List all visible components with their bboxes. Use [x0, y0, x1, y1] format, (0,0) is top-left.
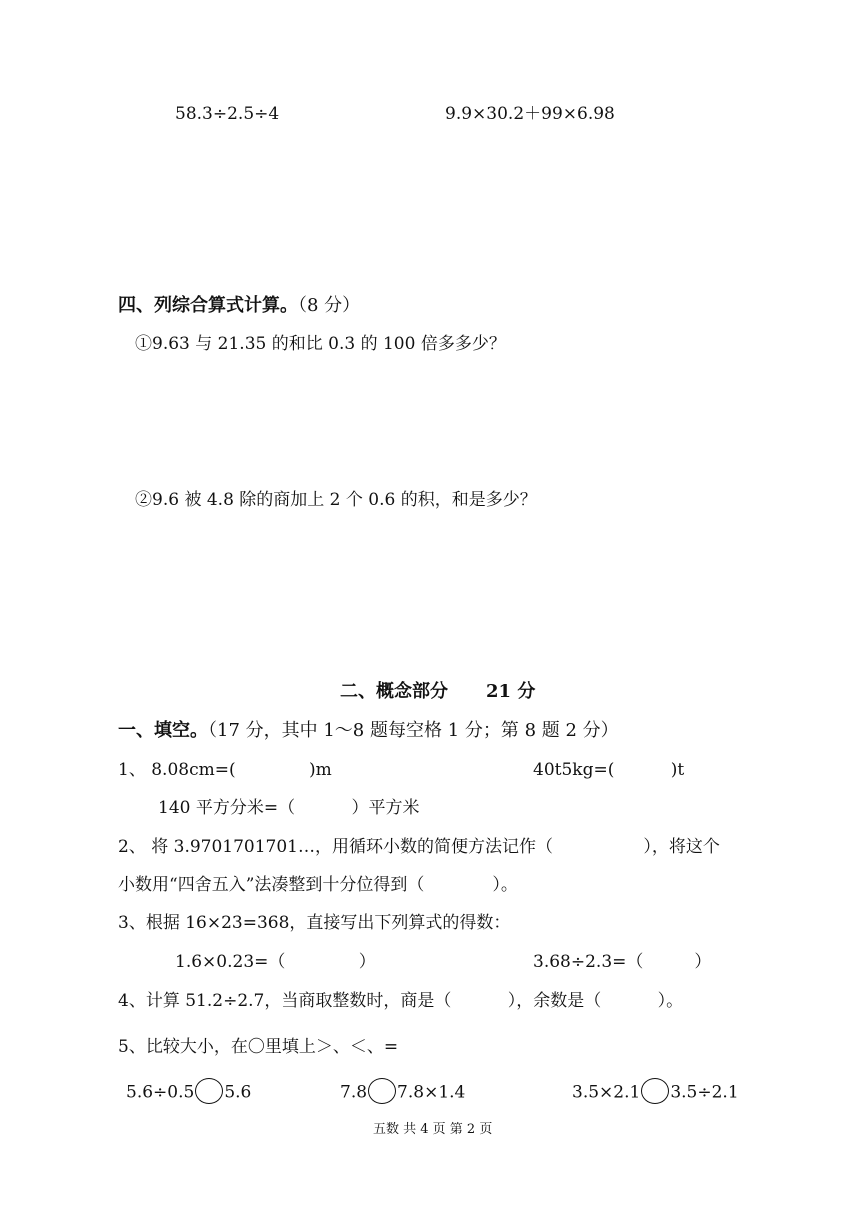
section4-title: 四、列综合算式计算。 — [118, 295, 298, 316]
compare-2 — [340, 1082, 465, 1104]
fill-q3: 3、根据 16×23=368，直接写出下列算式的得数： — [118, 913, 511, 933]
compare-3-right: 3.5÷2.1 — [670, 1082, 739, 1103]
fill-heading — [118, 721, 619, 741]
fill-q4: 4、计算 51.2÷2.7，当商取整数时，商是（ ），余数是（ ）。 — [118, 991, 684, 1011]
section4-heading — [118, 296, 360, 316]
compare-circle-icon[interactable] — [641, 1078, 669, 1104]
fill-q2-a: 2、 将 3.9701701701…，用循环小数的简便方法记作（ ），将这个 — [118, 837, 720, 857]
fill-q1-c: 140 平方分米=（ ）平方米 — [158, 798, 420, 818]
section4-question-2: ②9.6 被 4.8 除的商加上 2 个 0.6 的积，和是多少？ — [135, 490, 537, 510]
part2-title: 二、概念部分 — [340, 681, 448, 702]
calc-expr-2: 9.9×30.2＋99×6.98 — [445, 104, 615, 124]
fill-title: 一、填空。 — [118, 720, 208, 741]
compare-1-right: 5.6 — [224, 1082, 252, 1103]
compare-3 — [572, 1082, 739, 1104]
part2-heading — [340, 682, 535, 702]
fill-q5: 5、比较大小，在〇里填上＞、＜、= — [118, 1037, 399, 1057]
fill-q1-b: 40t5kg=( )t — [533, 760, 685, 780]
section4-question-1: ①9.63 与 21.35 的和比 0.3 的 100 倍多多少？ — [135, 334, 506, 354]
compare-1 — [126, 1082, 251, 1104]
compare-3-left: 3.5×2.1 — [572, 1082, 641, 1103]
compare-1-left: 5.6÷0.5 — [126, 1082, 195, 1103]
fill-q2-b: 小数用“四舍五入”法凑整到十分位得到（ ）。 — [118, 875, 518, 895]
calc-expr-1: 58.3÷2.5÷4 — [175, 104, 280, 124]
compare-2-right: 7.8×1.4 — [397, 1082, 466, 1103]
fill-q1-a: 1、 8.08cm=( )m — [118, 760, 332, 780]
fill-q3-a: 1.6×0.23=（ ） — [175, 952, 376, 972]
fill-note: （17 分，其中 1～8 题每空格 1 分；第 8 题 2 分） — [208, 720, 619, 741]
page-footer: 五数 共 4 页 第 2 页 — [373, 1122, 493, 1137]
compare-circle-icon[interactable] — [195, 1078, 223, 1104]
compare-circle-icon[interactable] — [368, 1078, 396, 1104]
section4-points: （8 分） — [298, 295, 361, 316]
part2-score: 21 分 — [486, 681, 536, 702]
fill-q3-b: 3.68÷2.3=（ ） — [533, 952, 712, 972]
compare-2-left: 7.8 — [340, 1082, 368, 1103]
